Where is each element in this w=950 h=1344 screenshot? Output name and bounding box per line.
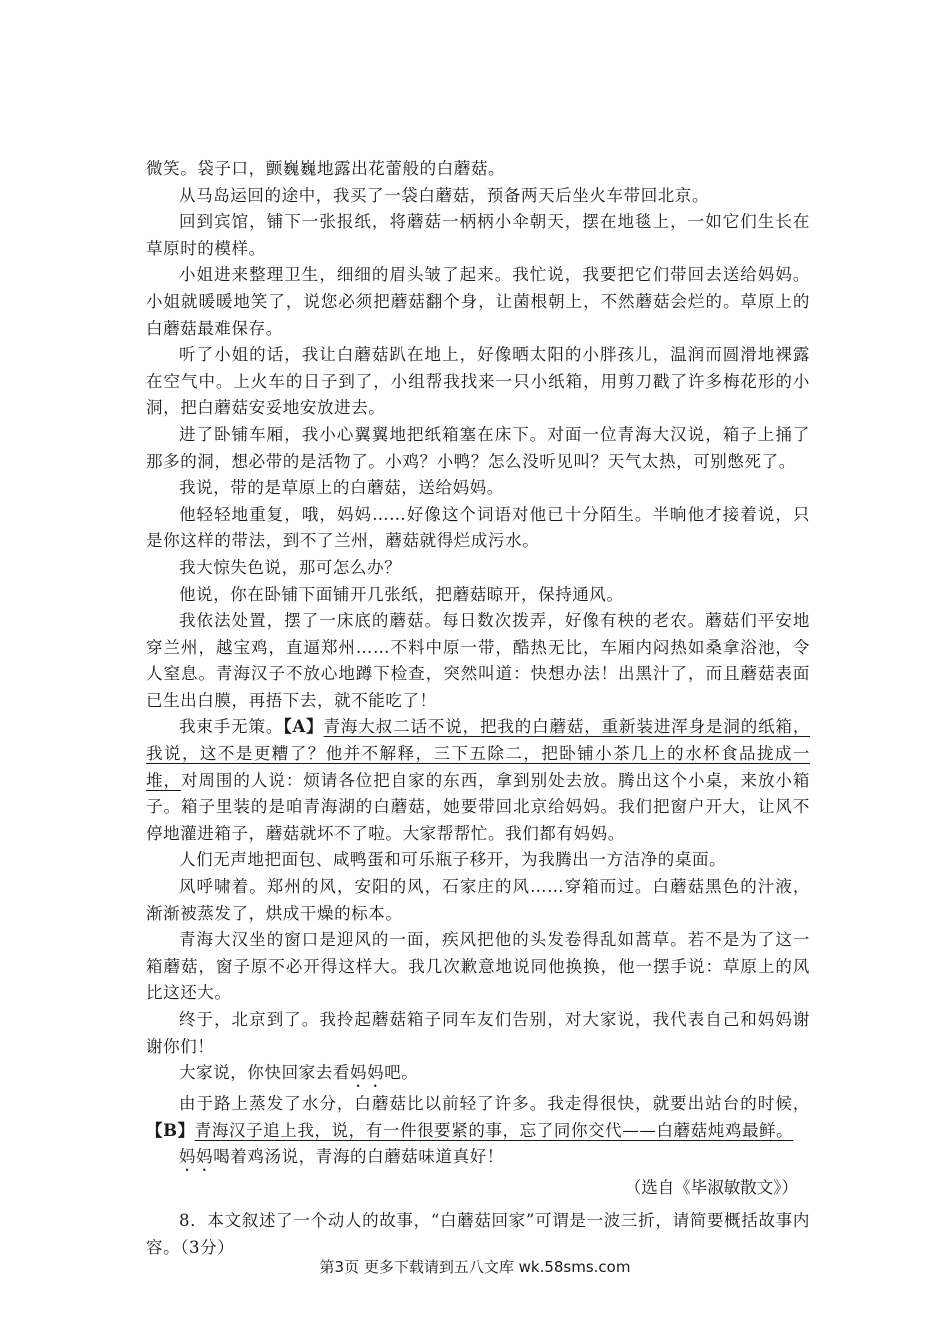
- paragraph-4: 小姐进来整理卫生，细细的眉头皱了起来。我忙说，我要把它们带回去送给妈妈。小姐就暖暖地笑了，说您必须把蘑菇翻个身，让菌根朝上，不然蘑菇会烂的。草原上的白蘑菇最难保存。: [146, 265, 810, 338]
- underlined-passage-b: 青海汉子追上我，说，有一件很要紧的事，忘了同你交代——白蘑菇炖鸡最鲜。: [194, 1120, 794, 1140]
- paragraph-3: 回到宾馆，铺下一张报纸，将蘑菇一柄柄小伞朝天，摆在地毯上，一如它们生长在草原时的模样。: [146, 212, 810, 258]
- paragraph-dot-2: [146, 1144, 810, 1175]
- paragraph-a-after: 对周围的人说：烦请各位把自家的东西，拿到别处去放。腾出这个小桌，来放小箱子。箱子里装的是咱青海湖的白蘑菇，她要带回北京给妈妈。我们把窗户开大，让风不停地灌进箱子，蘑菇就坏不了啦。大家帮帮忙。我们都有妈妈。: [146, 770, 810, 843]
- marker-a: 【A】: [283, 717, 324, 737]
- paragraph-b: [146, 1091, 810, 1144]
- paragraph-2: 从马岛运回的途中，我买了一袋白蘑菇，预备两天后坐火车带回北京。: [179, 185, 710, 205]
- paragraph-13: 风呼啸着。郑州的风，安阳的风，石家庄的风……穿箱而过。白蘑菇黑色的汁液，渐渐被蒸发了，烘成干燥的标本。: [146, 877, 810, 923]
- paragraph-a: [146, 714, 810, 847]
- paragraph-dot-1-before: 大家说，你快回家去看: [179, 1063, 350, 1083]
- page-footer: 第3页 更多下载请到五八文库 wk.58sms.com: [319, 1258, 631, 1276]
- paragraph-7: 我说，带的是草原上的白蘑菇，送给妈妈。: [179, 478, 504, 498]
- paragraph-14: 青海大汉坐的窗口是迎风的一面，疾风把他的头发卷得乱如蒿草。若不是为了这一箱蘑菇，窗子原不必开得这样大。我几次歉意地说同他换换，他一摆手说：草原上的风比这还大。: [146, 930, 810, 1003]
- paragraph-dot-1-after: 吧。: [384, 1063, 419, 1083]
- source-citation: （选自《毕淑敏散文》）: [624, 1178, 798, 1198]
- paragraph-12: 人们无声地把面包、咸鸭蛋和可乐瓶子移开，为我腾出一方洁净的桌面。: [179, 850, 727, 870]
- paragraph-b-intro: 由于路上蒸发了水分，白蘑菇比以前轻了许多。我走得很快，就要出站台的时候，: [179, 1094, 810, 1114]
- marker-b: 【B】: [146, 1120, 195, 1140]
- paragraph-6: 进了卧铺车厢，我小心翼翼地把纸箱塞在床下。对面一位青海大汉说，箱子上捅了那多的洞，想必带的是活物了。小鸡？小鸭？怎么没听见叫？天气太热，可别憋死了。: [146, 424, 810, 471]
- document-body: [146, 156, 810, 1261]
- paragraph-1: 微笑。袋子口，颤巍巍地露出花蕾般的白蘑菇。: [146, 159, 506, 178]
- underlined-passage-a: 青海大叔二话不说，把我的白蘑菇，重新装进浑身是洞的纸箱，我说，这不是更糟了？他并不解释，三下五除二，把卧铺小茶几上的水杯食品拢成一堆，: [146, 717, 810, 790]
- paragraph-dot-1: [146, 1060, 810, 1091]
- emphasized-word-2: 妈妈: [179, 1147, 214, 1167]
- paragraph-8: 他轻轻地重复，哦，妈妈……好像这个词语对他已十分陌生。半晌他才接着说，只是你这样的带法，到不了兰州，蘑菇就得烂成污水。: [146, 504, 810, 551]
- question-8: 8．本文叙述了一个动人的故事，“白蘑菇回家”可谓是一波三折，请简要概括故事内容。（3分）: [146, 1210, 810, 1257]
- paragraph-10: 他说，你在卧铺下面铺开几张纸，把蘑菇晾开，保持通风。: [179, 584, 624, 604]
- paragraph-11: 我依法处置，摆了一床底的蘑菇。每日数次拨弄，好像有秧的老农。蘑菇们平安地穿兰州，越宝鸡，直逼郑州……不料中原一带，酷热无比，车厢内闷热如桑拿浴池，令人窒息。青海汉子不放心地蹲下检查，突然叫道：快想办法！出黑汁了，而且蘑菇表面已生出白膜，再捂下去，就不能吃了！: [146, 611, 810, 710]
- paragraph-a-before: 我束手无策。: [179, 717, 284, 737]
- paragraph-dot-2-after: 喝着鸡汤说，青海的白蘑菇味道真好！: [213, 1147, 504, 1167]
- paragraph-15: 终于，北京到了。我拎起蘑菇箱子同车友们告别，对大家说，我代表自己和妈妈谢谢你们！: [146, 1010, 810, 1056]
- paragraph-9: 我大惊失色说，那可怎么办？: [179, 557, 402, 577]
- paragraph-5: 听了小姐的话，我让白蘑菇趴在地上，好像晒太阳的小胖孩儿，温润而圆滑地裸露在空气中。上火车的日子到了，小组帮我找来一只小纸箱，用剪刀戳了许多梅花形的小洞，把白蘑菇安妥地安放进去。: [146, 345, 810, 418]
- emphasized-word: 妈妈: [350, 1063, 385, 1083]
